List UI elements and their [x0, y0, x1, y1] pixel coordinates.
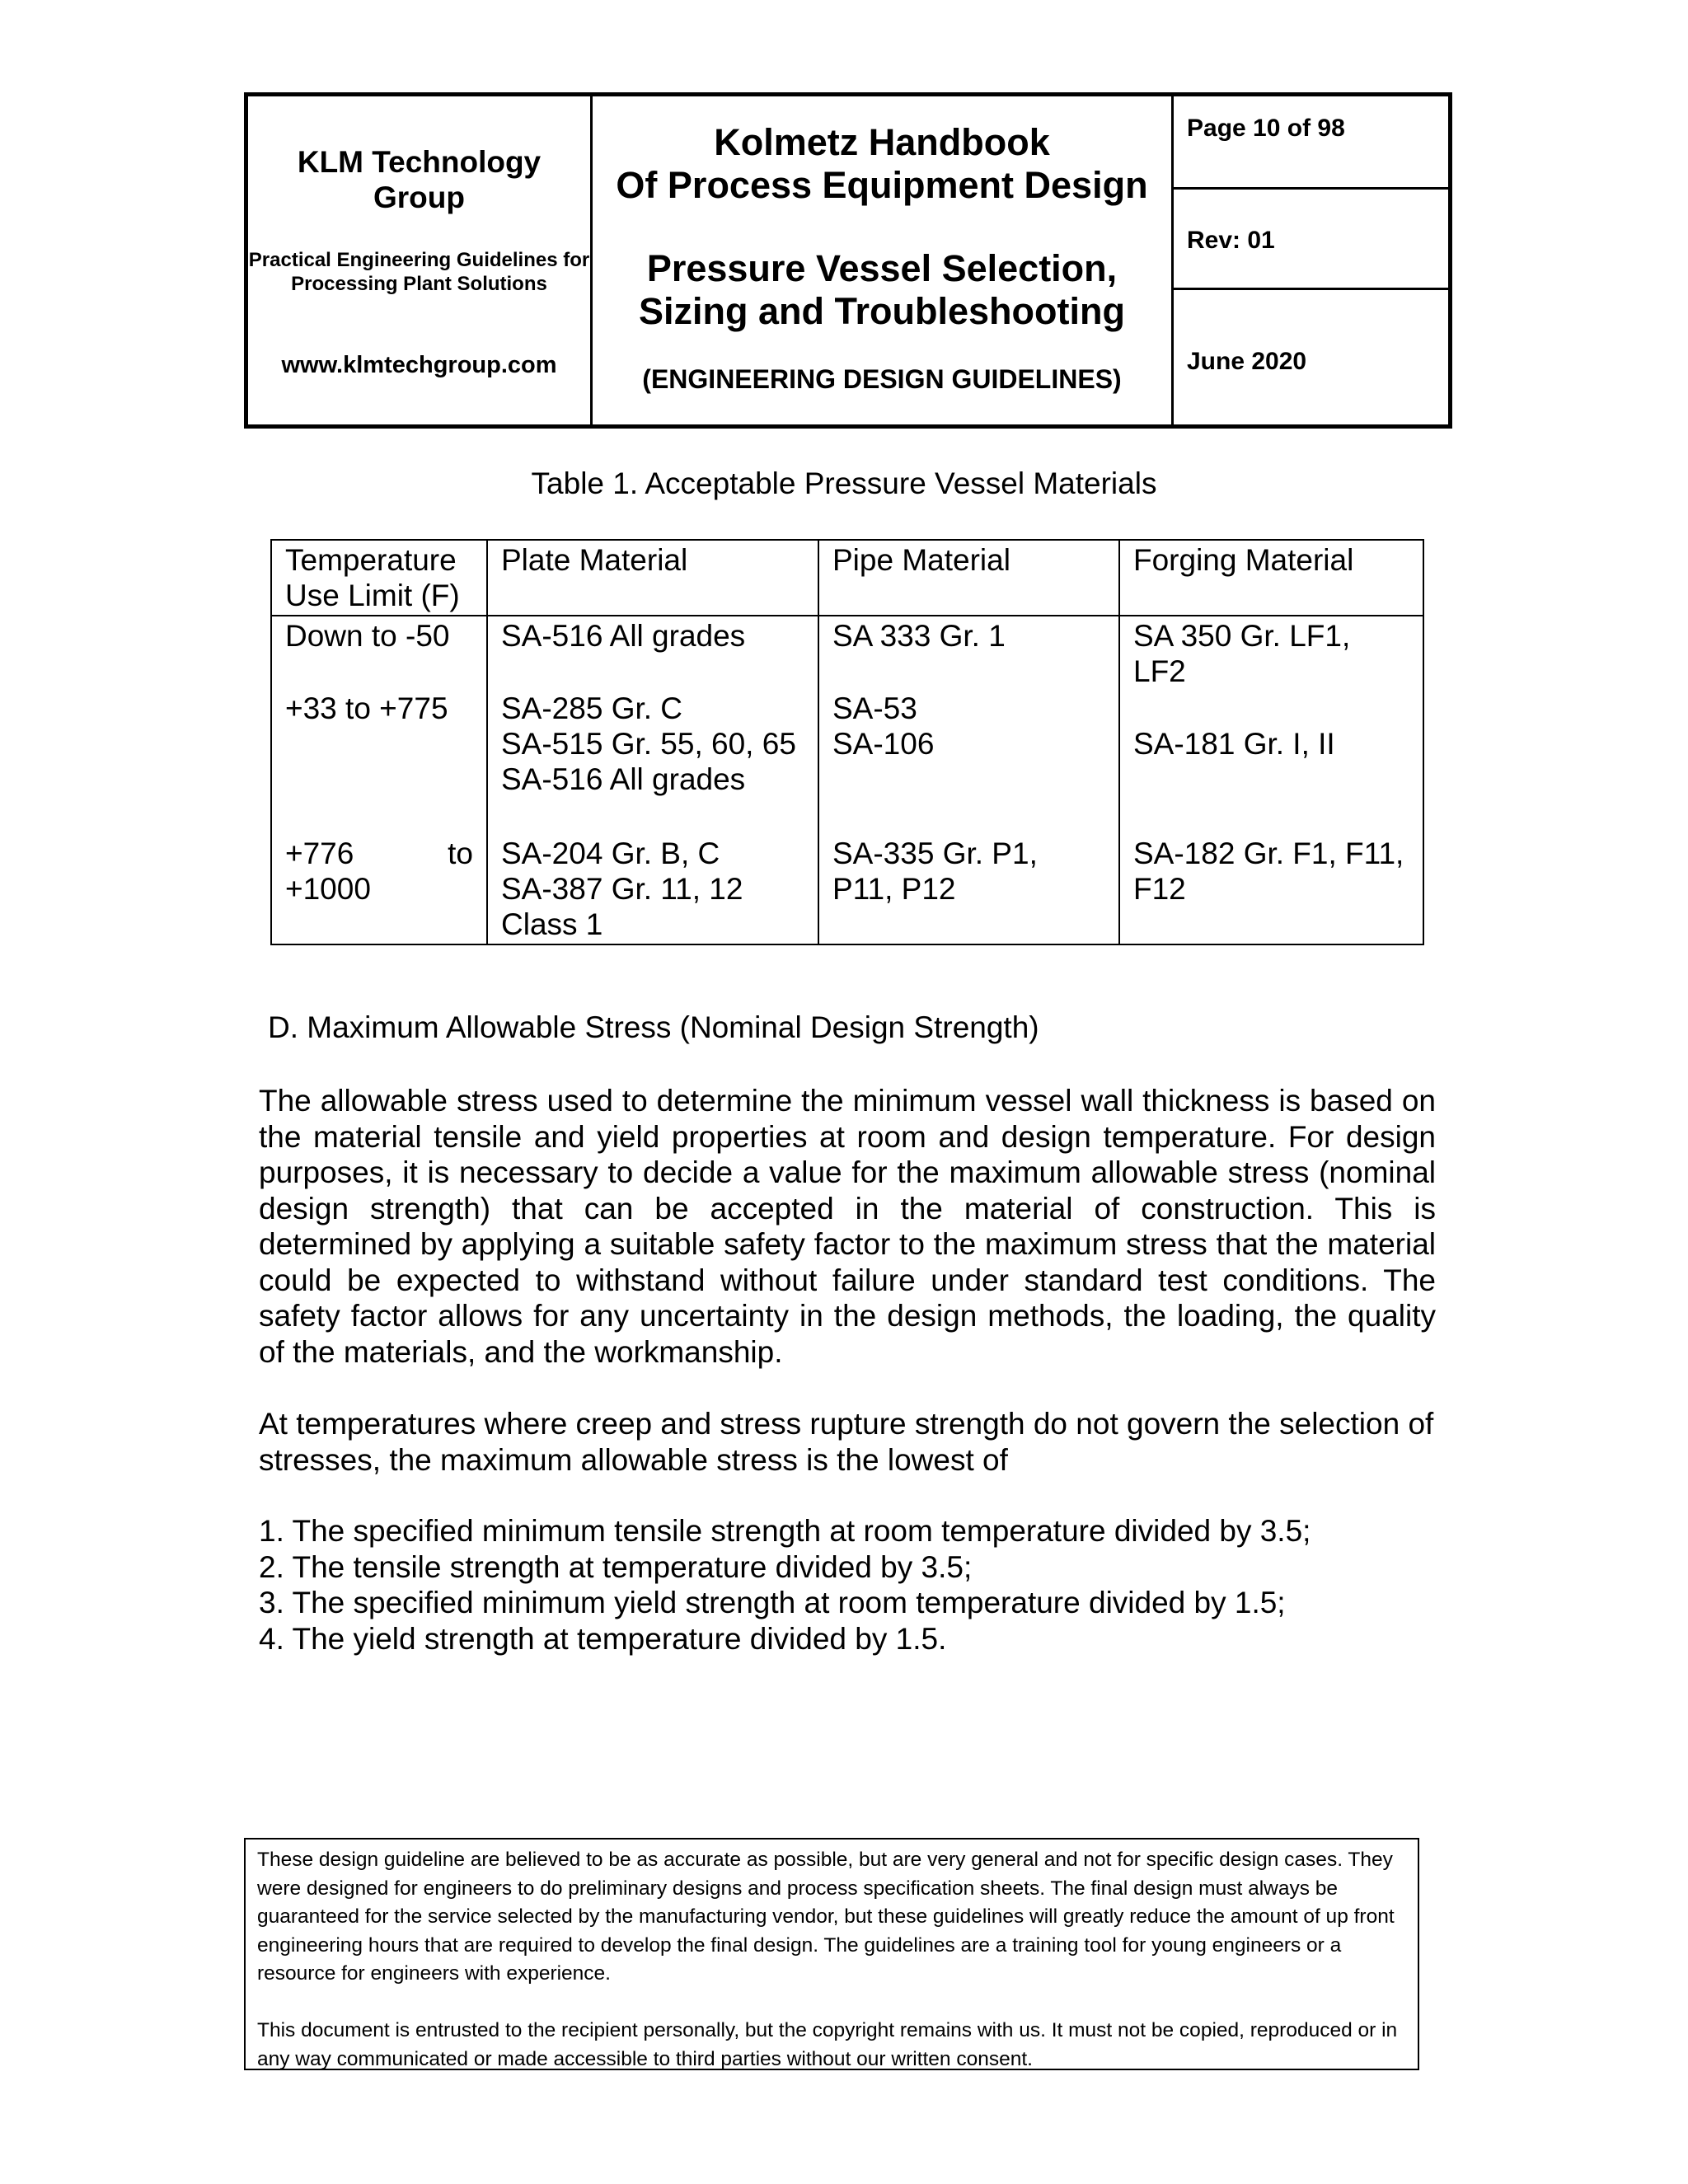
company-cell	[248, 96, 593, 424]
table-cell-pipe: SA-53 SA-106	[818, 691, 1119, 834]
list-item: 2. The tensile strength at temperature divided by 3.5;	[259, 1549, 973, 1584]
title-cell	[593, 96, 1174, 424]
table-cell-pipe: SA-335 Gr. P1, P11, P12	[818, 834, 1119, 944]
table-cell-temperature: +33 to +775	[271, 691, 487, 834]
table-row	[271, 834, 1423, 944]
table-caption: Table 1. Acceptable Pressure Vessel Materials	[531, 466, 1157, 500]
table-cell-forging: SA-182 Gr. F1, F11, F12	[1119, 834, 1423, 944]
document-title: Pressure Vessel Selection, Sizing and Troubleshooting	[639, 247, 1125, 332]
table-cell-temperature: Down to -50	[271, 616, 487, 691]
list-item: 4. The yield strength at temperature divided by 1.5.	[259, 1621, 947, 1656]
revision: Rev: 01	[1174, 190, 1448, 290]
company-website: www.klmtechgroup.com	[281, 352, 557, 378]
column-header-pipe: Pipe Material	[818, 540, 1119, 616]
list-item: 3. The specified minimum yield strength at room temperature divided by 1.5;	[259, 1586, 1286, 1619]
copyright-notice: This document is entrusted to the recipient personally, but the copyright remains with us. It must not be copied, reproduced or in any way communicated or made accessible to third parties without our written consent.	[257, 2019, 1398, 2070]
list-item: 1. The specified minimum tensile strength at room temperature divided by 3.5;	[259, 1514, 1311, 1548]
table-cell-forging: SA-181 Gr. I, II	[1119, 691, 1423, 834]
allowable-stress-criteria-list	[259, 1513, 1437, 1657]
document-header	[244, 92, 1452, 429]
column-header-temperature: Temperature Use Limit (F)	[271, 540, 487, 616]
page-number: Page 10 of 98	[1174, 96, 1448, 190]
table-row	[271, 616, 1423, 691]
column-header-forging: Forging Material	[1119, 540, 1423, 616]
section-heading: D. Maximum Allowable Stress (Nominal Design Strength)	[268, 1010, 1039, 1044]
handbook-title: Kolmetz Handbook Of Process Equipment Design	[616, 121, 1148, 206]
column-header-plate: Plate Material	[487, 540, 818, 616]
company-name: KLM Technology Group	[297, 145, 542, 214]
disclaimer-box	[244, 1838, 1419, 2070]
document-type: (ENGINEERING DESIGN GUIDELINES)	[642, 364, 1122, 394]
table-cell-plate: SA-285 Gr. C SA-515 Gr. 55, 60, 65 SA-516 All grades	[487, 691, 818, 834]
disclaimer-text: These design guideline are believed to be as accurate as possible, but are very general and not for specific design cases. They were designed for engineers to do preliminary designs and process specification sheets. The final design must always be guaranteed for the service selected by the manufacturing vendor, but these guidelines will greatly reduce the amount of up front engineering hours that are required to develop the final design. The guidelines are a training tool for young engineers or a resource for engineers with experience.	[257, 1849, 1395, 1985]
body-paragraph: The allowable stress used to determine the minimum vessel wall thickness is based on the material tensile and yield properties at room and design temperature. For design purposes, it is necessary to decide a value for the maximum allowable stress (nominal design strength) that can be accepted in the material of construction. This is determined by applying a suitable safety factor to the maximum stress that the material could be expected to withstand without failure under standard test conditions. The safety factor allows for any uncertainty in the design methods, the loading, the quality of the materials, and the workmanship.	[259, 1084, 1436, 1369]
table-row	[271, 691, 1423, 834]
table-cell-pipe: SA 333 Gr. 1	[818, 616, 1119, 691]
body-paragraph: At temperatures where creep and stress rupture strength do not govern the selection of stresses, the maximum allowable stress is the lowest of	[259, 1407, 1434, 1477]
company-tagline: Practical Engineering Guidelines for Processing Plant Solutions	[248, 249, 590, 295]
table-cell-forging: SA 350 Gr. LF1, LF2	[1119, 616, 1423, 691]
materials-table	[270, 539, 1424, 945]
table-cell-temperature: +776 to +1000	[271, 834, 487, 944]
table-cell-plate: SA-516 All grades	[487, 616, 818, 691]
issue-date: June 2020	[1187, 348, 1307, 375]
table-cell-plate: SA-204 Gr. B, C SA-387 Gr. 11, 12 Class 1	[487, 834, 818, 944]
table-header-row	[271, 540, 1423, 616]
meta-cell	[1174, 96, 1448, 424]
